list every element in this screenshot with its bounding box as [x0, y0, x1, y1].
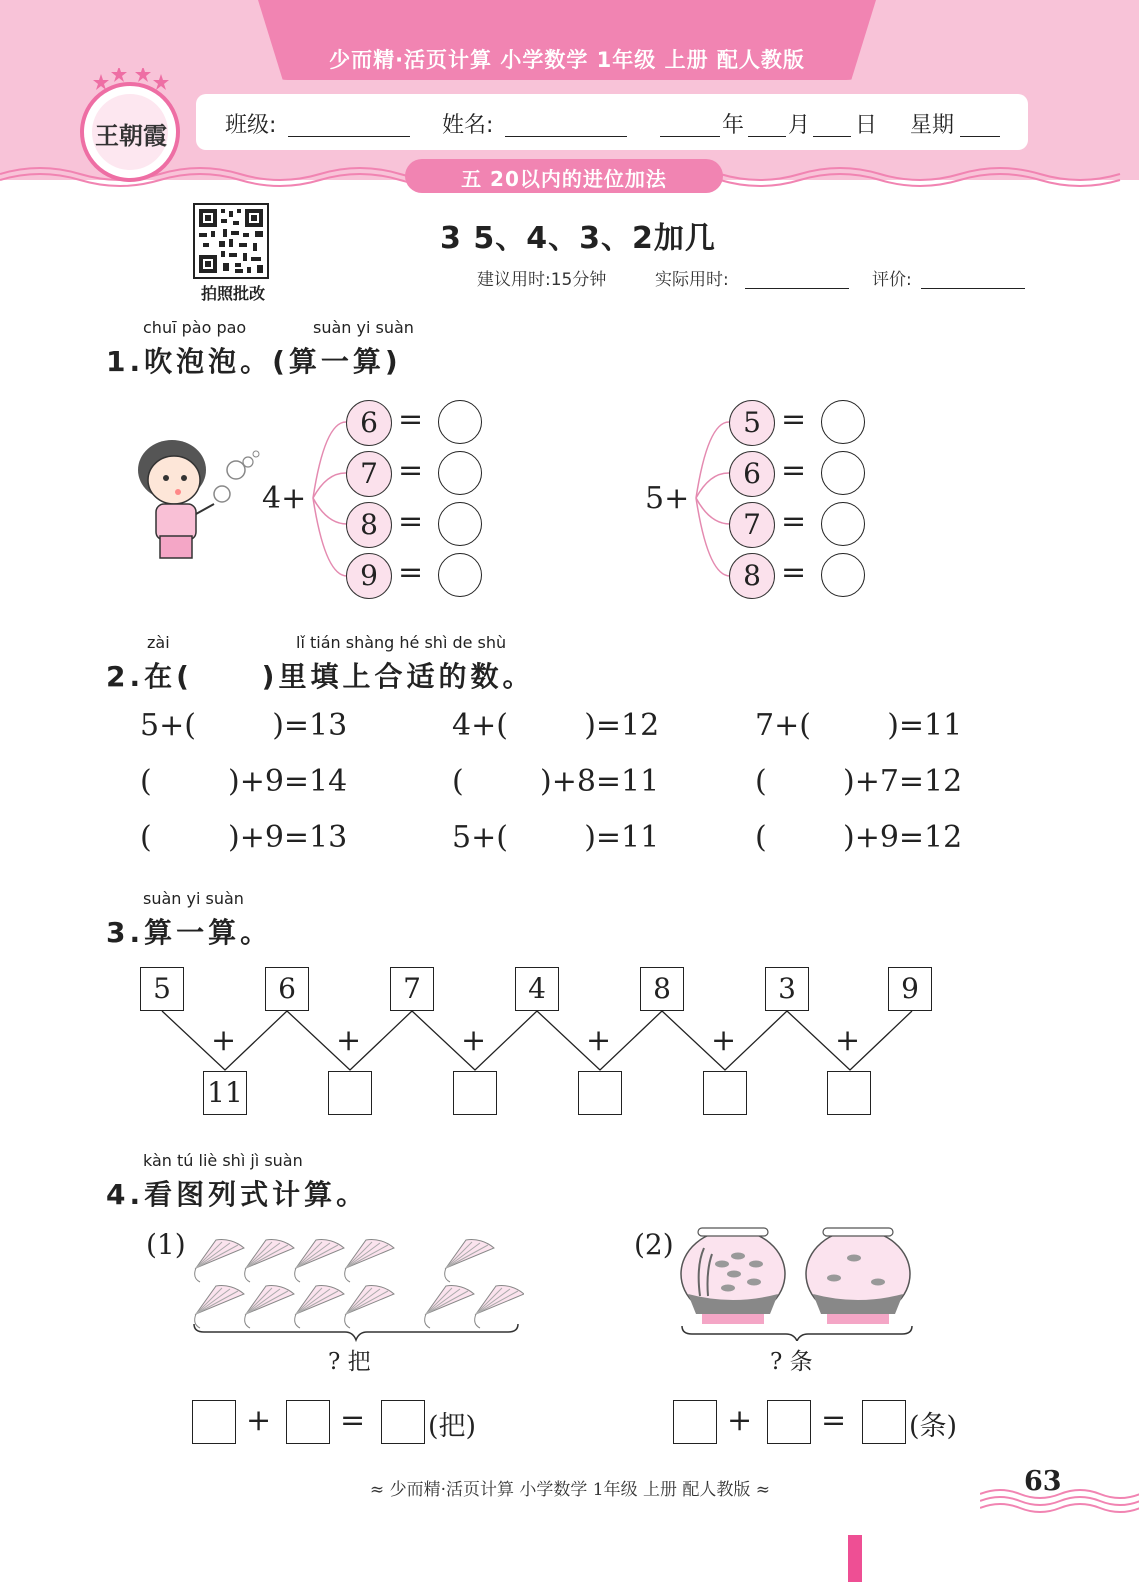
plus-sign: + — [211, 1023, 237, 1058]
bubble-number: 6 — [729, 451, 775, 497]
plus-sign: + — [246, 1403, 272, 1438]
q4-p2-addend-box[interactable] — [767, 1400, 811, 1444]
plus-sign: + — [835, 1023, 861, 1058]
q3-top-number: 6 — [265, 967, 309, 1011]
q4-p2-addend-box[interactable] — [673, 1400, 717, 1444]
q3-answer-box[interactable] — [703, 1071, 747, 1115]
q4-part1-question: ? 把 — [328, 1349, 371, 1375]
q4-part2-label: (2) — [634, 1228, 674, 1261]
q2-equation[interactable]: ( )+7=12 — [755, 764, 963, 799]
equals-sign: = — [781, 504, 807, 539]
q3-answer-box[interactable] — [453, 1071, 497, 1115]
q4-p1-addend-box[interactable] — [286, 1400, 330, 1444]
q1-right-base: 5+ — [645, 481, 690, 516]
equals-sign: = — [398, 555, 424, 590]
q2-pinyin-a: zài — [147, 633, 170, 652]
series-title: 少而精·活页计算 小学数学 1年级 上册 配人教版 — [329, 48, 805, 72]
equals-sign: = — [398, 453, 424, 488]
q4-part1-label: (1) — [146, 1228, 186, 1261]
bubble-number: 7 — [729, 502, 775, 548]
bubble-number: 5 — [729, 400, 775, 446]
day-field[interactable] — [813, 112, 851, 137]
rating-label: 评价: — [872, 270, 912, 290]
answer-circle[interactable] — [438, 451, 482, 495]
unit-title: 五 20以内的进位加法 — [461, 167, 667, 191]
q3-top-number: 3 — [765, 967, 809, 1011]
q3-top-number: 9 — [888, 967, 932, 1011]
actual-time-field[interactable] — [745, 264, 849, 289]
q2-title: 2.在( )里填上合适的数。 — [106, 660, 535, 693]
star-crown-icon — [88, 68, 174, 96]
name-label: 姓名: — [442, 113, 494, 138]
q2-pinyin-b: lǐ tián shàng hé shì de shù — [296, 633, 507, 652]
page-edge-tab — [848, 1535, 862, 1582]
q2-equation[interactable]: ( )+9=13 — [140, 820, 348, 855]
q3-title: 3.算一算。 — [106, 916, 273, 949]
day-label: 日 — [855, 113, 878, 138]
equals-sign: = — [781, 453, 807, 488]
answer-circle[interactable] — [438, 502, 482, 546]
q2-equation[interactable]: 5+( )=11 — [452, 820, 660, 855]
plus-sign: + — [711, 1023, 737, 1058]
q4-pinyin: kàn tú liè shì jì suàn — [143, 1151, 303, 1170]
month-field[interactable] — [748, 112, 786, 137]
answer-circle[interactable] — [438, 400, 482, 444]
plus-sign: + — [586, 1023, 612, 1058]
q3-top-number: 8 — [640, 967, 684, 1011]
q1-right-branches — [688, 420, 738, 580]
q3-answer-box[interactable] — [328, 1071, 372, 1115]
bubble-number: 8 — [729, 553, 775, 599]
q2-equation[interactable]: 7+( )=11 — [755, 708, 963, 743]
name-field[interactable] — [505, 112, 627, 137]
answer-circle[interactable] — [821, 400, 865, 444]
q3-answer-box[interactable] — [827, 1071, 871, 1115]
bubble-number: 9 — [346, 553, 392, 599]
equals-sign: = — [821, 1403, 847, 1438]
q3-top-number: 7 — [390, 967, 434, 1011]
q2-equation[interactable]: ( )+9=14 — [140, 764, 348, 799]
bubble-number: 6 — [346, 400, 392, 446]
answer-circle[interactable] — [821, 553, 865, 597]
rating-field[interactable] — [921, 264, 1025, 289]
year-field[interactable] — [660, 112, 720, 137]
q1-title: 1.吹泡泡。(算一算) — [106, 345, 402, 378]
bubble-number: 8 — [346, 502, 392, 548]
year-label: 年 — [722, 113, 745, 138]
q4-p1-unit: (把) — [428, 1411, 477, 1442]
answer-circle[interactable] — [438, 553, 482, 597]
q4-p2-sum-box[interactable] — [862, 1400, 906, 1444]
q4-part2-question: ? 条 — [770, 1349, 813, 1375]
answer-circle[interactable] — [821, 451, 865, 495]
equals-sign: = — [340, 1403, 366, 1438]
qr-code-icon[interactable] — [193, 203, 269, 279]
class-field[interactable] — [288, 112, 410, 137]
q2-equation[interactable]: 5+( )=13 — [140, 708, 348, 743]
folding-fans-illustration — [190, 1232, 524, 1342]
answer-circle[interactable] — [821, 502, 865, 546]
suggested-time: 建议用时:15分钟 — [477, 270, 607, 290]
q3-answer-box[interactable] — [578, 1071, 622, 1115]
q4-p2-unit: (条) — [909, 1411, 958, 1442]
q3-top-number: 4 — [515, 967, 559, 1011]
q3-answer-box[interactable]: 11 — [203, 1071, 247, 1115]
q4-p1-addend-box[interactable] — [192, 1400, 236, 1444]
q1-pinyin-b: suàn yi suàn — [313, 318, 414, 337]
q2-equation[interactable]: 4+( )=12 — [452, 708, 660, 743]
fish-bowls-illustration — [678, 1226, 918, 1341]
q1-pinyin-a: chuī pào pao — [143, 318, 247, 337]
actual-time-label: 实际用时: — [655, 270, 729, 290]
weekday-label: 星期 — [910, 113, 955, 138]
q4-p1-sum-box[interactable] — [381, 1400, 425, 1444]
lesson-title: 3 5、4、3、2加几 — [440, 221, 716, 256]
equals-sign: = — [781, 402, 807, 437]
equals-sign: = — [398, 504, 424, 539]
qr-label: 拍照批改 — [200, 284, 265, 303]
child-blowing-bubbles-illustration — [132, 432, 262, 567]
weekday-field[interactable] — [960, 112, 1000, 137]
equals-sign: = — [781, 555, 807, 590]
q2-equation[interactable]: ( )+9=12 — [755, 820, 963, 855]
q2-equation[interactable]: ( )+8=11 — [452, 764, 660, 799]
logo-text: 王朝霞 — [95, 121, 167, 150]
q1-left-base: 4+ — [262, 481, 307, 516]
month-label: 月 — [788, 113, 811, 138]
plus-sign: + — [727, 1403, 753, 1438]
plus-sign: + — [336, 1023, 362, 1058]
q4-title: 4.看图列式计算。 — [106, 1178, 369, 1211]
q3-pinyin: suàn yi suàn — [143, 889, 244, 908]
equals-sign: = — [398, 402, 424, 437]
plus-sign: + — [461, 1023, 487, 1058]
q1-left-branches — [305, 420, 355, 580]
bubble-number: 7 — [346, 451, 392, 497]
footer-series: ≈ 少而精·活页计算 小学数学 1年级 上册 配人教版 ≈ — [369, 1480, 771, 1500]
class-label: 班级: — [225, 113, 277, 138]
page-number: 63 — [1024, 1466, 1062, 1497]
q3-top-number: 5 — [140, 967, 184, 1011]
